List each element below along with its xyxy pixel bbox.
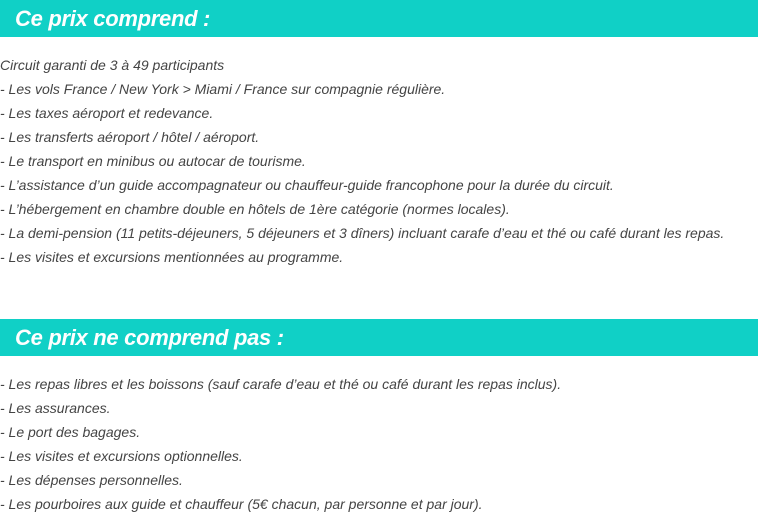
- list-item: - Les vols France / New York > Miami / France sur compagnie régulière.: [0, 81, 446, 97]
- list-item: - Les transferts aéroport / hôtel / aéroport.: [0, 129, 260, 145]
- list-item: - L’hébergement en chambre double en hôtels de 1ère catégorie (normes locales).: [0, 201, 510, 217]
- list-item: - Les visites et excursions mentionnées au programme.: [0, 249, 344, 265]
- list-item: Circuit garanti de 3 à 49 participants: [0, 57, 225, 73]
- list-item: - Les assurances.: [0, 400, 111, 416]
- list-item: - Les dépenses personnelles.: [0, 472, 183, 488]
- list-item: - Le transport en minibus ou autocar de tourisme.: [0, 153, 306, 169]
- price-includes-list: [0, 53, 724, 269]
- list-item: - Le port des bagages.: [0, 424, 141, 440]
- list-item: - Les visites et excursions optionnelles.: [0, 448, 243, 464]
- list-item: - Les taxes aéroport et redevance.: [0, 105, 214, 121]
- list-item: - Les repas libres et les boissons (sauf carafe d’eau et thé ou café durant les repas inclus).: [0, 376, 562, 392]
- list-item: - La demi-pension (11 petits-déjeuners, 5 déjeuners et 3 dîners) incluant carafe d’eau et thé ou café durant les repas.: [0, 225, 725, 241]
- section-header-price-excludes: Ce prix ne comprend pas :: [0, 319, 758, 356]
- section-header-price-includes: Ce prix comprend :: [0, 0, 758, 37]
- list-item: - L’assistance d’un guide accompagnateur ou chauffeur-guide francophone pour la durée du circuit.: [0, 177, 614, 193]
- price-excludes-list: [0, 372, 561, 516]
- list-item: - Les pourboires aux guide et chauffeur (5€ chacun, par personne et par jour).: [0, 496, 483, 512]
